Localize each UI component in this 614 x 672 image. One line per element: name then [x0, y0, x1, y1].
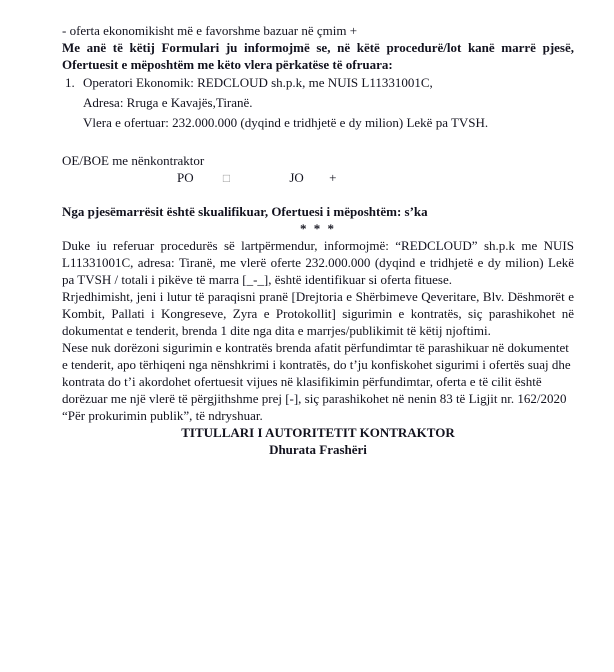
operator-details [83, 73, 574, 133]
operator-value-line: Vlera e ofertuar: 232.000.000 (dyqind e tridhjetë e dy milion) Lekë pa TVSH. [83, 115, 489, 130]
operator-address-line: Adresa: Rruga e Kavajës,Tiranë. [83, 95, 253, 110]
plus-mark-icon: + [329, 170, 337, 185]
empty-checkbox-icon: □ [222, 171, 231, 185]
signature-title: TITULLARI I AUTORITETIT KONTRAKTOR [181, 425, 455, 440]
operator-name-line: Operatori Ekonomik: REDCLOUD sh.p.k, me NUIS L11331001C, [83, 75, 433, 90]
separator-stars: * * * [300, 221, 336, 236]
criteria-line: - oferta ekonomikisht më e favorshme bazuar në çmim + [62, 23, 358, 38]
intro-paragraph: Me anë të këtij Formulari ju informojmë se, në këtë procedurë/lot kanë marrë pjesë, Ofertuesit e mëposhtëm me këto vlera përkatëse të ofruara: [62, 40, 574, 72]
subcontractor-options-row [62, 169, 574, 187]
option-no-label: JO [289, 170, 304, 185]
signature-name: Dhurata Frashëri [269, 442, 367, 457]
signature-block [62, 424, 574, 458]
disqualified-line: Nga pjesëmarrësit është skualifikuar, Ofertuesi i mëposhtëm: s’ka [62, 204, 428, 219]
operator-list-item [62, 73, 574, 133]
warning-paragraph: Nese nuk dorëzoni sigurimin e kontratës brenda afatit përfundimtar të parashikuar në dokumentet e tenderit, apo tërhiqeni nga nënshkrimi i kontratës, do t’ju konfiskohet sigurimi i ofertës suaj dhe kontrata do t’i akordohet ofertuesit vijues në klasifikimin përfundimtar, oferta e të cilit është dorëzuar me një vlerë të përgjithshme prej [-], siç parashikohet në nenin 83 të Ligjit nr. 162/2020 “Për prokurimin publik”, të ndryshuar. [62, 340, 571, 423]
option-yes-label: PO [177, 170, 194, 185]
winner-paragraph: Duke iu referuar procedurës së lartpërmendur, informojmë: “REDCLOUD” sh.p.k me NUIS L11331001C, adresa: Tiranë, me vlerë oferte 232.000.000 (dyqind e tridhjetë e dy milion) Lekë pa TVSH / totali i pikëve të marra [_-_], është identifikuar si oferta fituese. [62, 238, 574, 287]
instruction-paragraph: Rrjedhimisht, jeni i lutur të paraqisni pranë [Drejtoria e Shërbimeve Qeveritare, Blv. Dëshmorët e Kombit, Pallati i Kongreseve, Zyra e Protokollit] sigurimin e kontratës, siç parashikohet në dokumentat e tenderit, brenda 1 dite nga dita e marrjes/publikimit të këtij njoftimi. [62, 289, 574, 338]
subcontractor-label: OE/BOE me nënkontraktor [62, 153, 205, 168]
list-item-number: 1. [65, 75, 75, 90]
